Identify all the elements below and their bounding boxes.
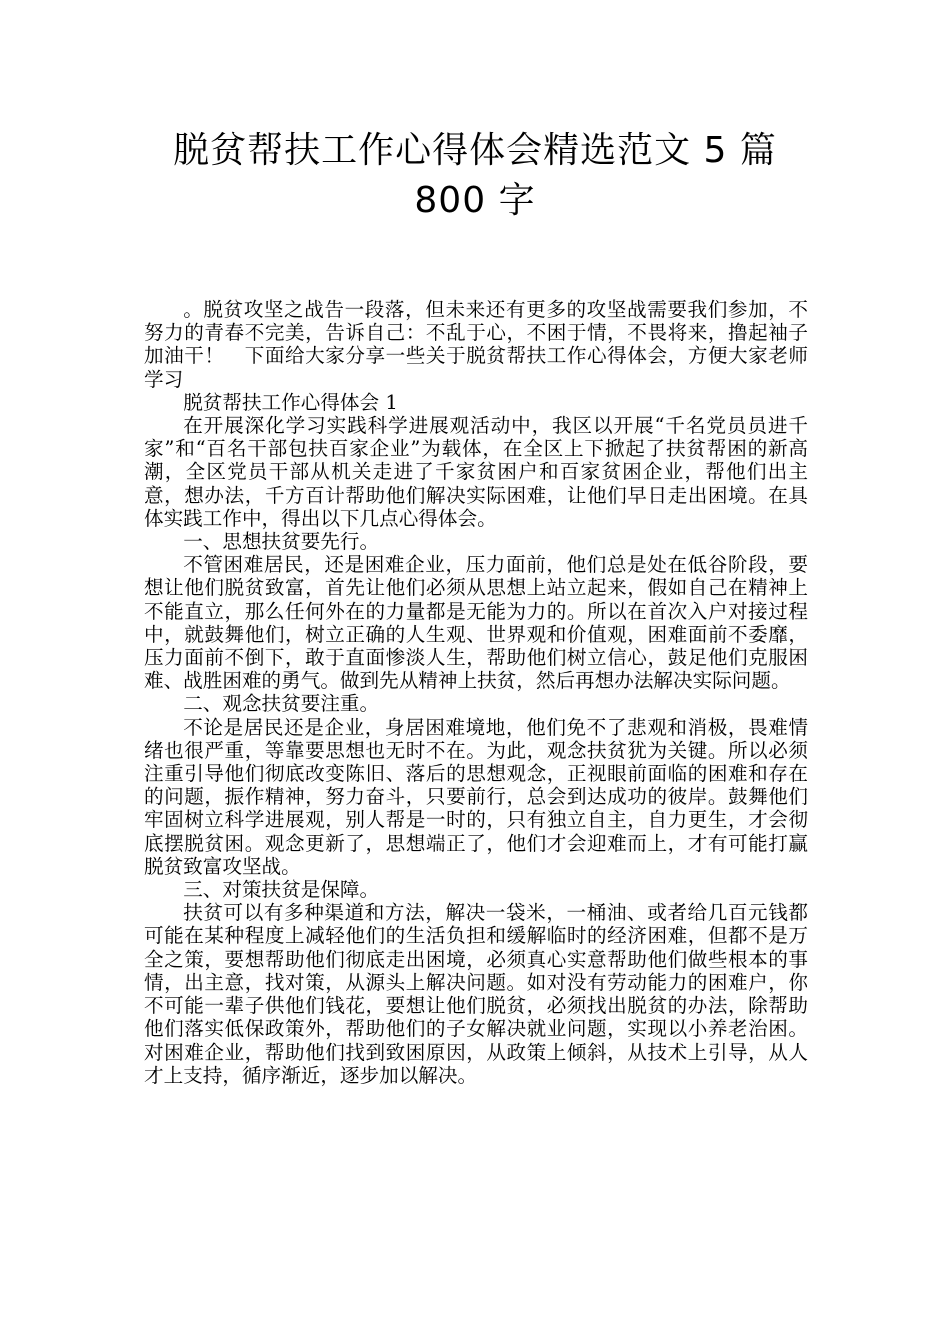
title-line-2: 800 字 bbox=[414, 180, 536, 221]
section-heading: 三、对策扶贫是保障。 bbox=[183, 878, 380, 902]
section-heading: 脱贫帮扶工作心得体会 1 bbox=[183, 390, 398, 414]
document-title bbox=[0, 126, 950, 226]
section-heading: 一、思想扶贫要先行。 bbox=[183, 530, 380, 554]
body-paragraph: 在开展深化学习实践科学进展观活动中，我区以开展“千名党员员进千家”和“百名干部包扶百家企业”为载体，在全区上下掀起了扶贫帮困的新高潮，全区党员干部从机关走进了千家贫困户和百家贫困企业，帮他们出主意，想办法，千方百计帮助他们解决实际困难，让他们早日走出困境。在具体实践工作中，得出以下几点心得体会。 bbox=[144, 414, 808, 530]
section-heading: 二、观念扶贫要注重。 bbox=[183, 692, 380, 716]
body-paragraph: 不论是居民还是企业，身居困难境地，他们免不了悲观和消极，畏难情绪也很严重，等靠要思想也无时不在。为此，观念扶贫犹为关键。所以必须注重引导他们彻底改变陈旧、落后的思想观念，正视眼前面临的困难和存在的问题，振作精神，努力奋斗，只要前行，总会到达成功的彼岸。鼓舞他们牢固树立科学进展观，别人帮是一时的，只有独立自主，自力更生，才会彻底摆脱贫困。观念更新了，思想端正了，他们才会迎难而上，才有可能打赢脱贫致富攻坚战。 bbox=[144, 715, 808, 878]
intro-paragraph: 。脱贫攻坚之战告一段落，但未来还有更多的攻坚战需要我们参加，不努力的青春不完美，告诉自己：不乱于心，不困于情，不畏将来，撸起袖子加油干！ 下面给大家分享一些关于脱贫帮扶工作心得体会，方便大家老师学习 bbox=[144, 298, 808, 391]
body-paragraph: 扶贫可以有多种渠道和方法，解决一袋米，一桶油、或者给几百元钱都可能在某种程度上减轻他们的生活负担和缓解临时的经济困难，但都不是万全之策，要想帮助他们彻底走出困境，必须真心实意帮助他们做些根本的事情，出主意，找对策，从源头上解决问题。如对没有劳动能力的困难户，你不可能一辈子供他们钱花，要想让他们脱贫，必须找出脱贫的办法，除帮助他们落实低保政策外，帮助他们的子女解决就业问题，实现以小养老治困。对困难企业，帮助他们找到致困原因，从政策上倾斜，从技术上引导，从人才上支持，循序渐近，逐步加以解决。 bbox=[144, 901, 808, 1087]
title-line-1: 脱贫帮扶工作心得体会精选范文 5 篇 bbox=[173, 130, 777, 171]
document-body bbox=[144, 298, 808, 1087]
body-paragraph: 不管困难居民，还是困难企业，压力面前，他们总是处在低谷阶段，要想让他们脱贫致富，首先让他们必须从思想上站立起来，假如自己在精神上不能直立，那么任何外在的力量都是无能为力的。所以在首次入户对接过程中，就鼓舞他们，树立正确的人生观、世界观和价值观，困难面前不委靡，压力面前不倒下，敢于直面惨淡人生，帮助他们树立信心，鼓足他们克服困难、战胜困难的勇气。做到先从精神上扶贫，然后再想办法解决实际问题。 bbox=[144, 553, 808, 693]
